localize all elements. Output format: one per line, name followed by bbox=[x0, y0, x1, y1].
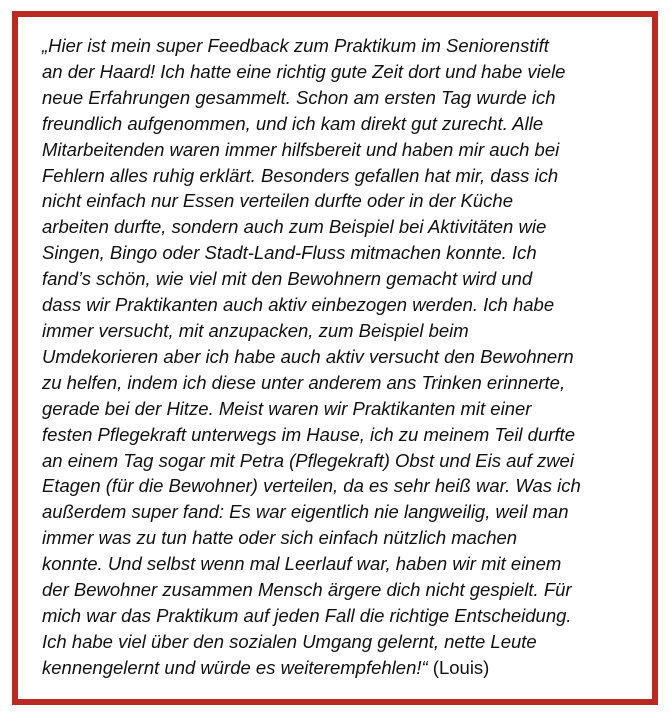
quote-line: freundlich aufgenommen, und ich kam direkt gut zurecht. Alle bbox=[42, 112, 544, 134]
testimonial-quote bbox=[42, 33, 638, 681]
quote-line: konnte. Und selbst wenn mal Leerlauf war, haben wir mit einem bbox=[42, 553, 562, 575]
quote-line: außerdem super fand: Es war eigentlich nie langweilig, weil man bbox=[42, 501, 569, 523]
testimonial-frame bbox=[12, 11, 658, 705]
quote-author: (Louis) bbox=[432, 656, 490, 678]
quote-line: gerade bei der Hitze. Meist waren wir Praktikanten mit einer bbox=[42, 397, 532, 419]
quote-line: an der Haard! Ich hatte eine richtig gute Zeit dort und habe viele bbox=[42, 60, 566, 82]
quote-line: nicht einfach nur Essen verteilen durfte oder in der Küche bbox=[42, 190, 514, 212]
quote-line-last bbox=[42, 655, 638, 681]
quote-line: Fehlern alles ruhig erklärt. Besonders gefallen hat mir, dass ich bbox=[42, 164, 559, 186]
quote-line: Umdekorieren aber ich habe auch aktiv versucht den Bewohnern bbox=[42, 345, 574, 367]
quote-text: kennengelernt und würde es weiterempfehlen!“ bbox=[42, 656, 428, 678]
quote-line: der Bewohner zusammen Mensch ärgere dich nicht gespielt. Für bbox=[42, 579, 572, 601]
quote-line: arbeiten durfte, sondern auch zum Beispiel bei Aktivitäten wie bbox=[42, 216, 547, 238]
quote-line: immer was zu tun hatte oder sich einfach nützlich machen bbox=[42, 527, 518, 549]
quote-line: zu helfen, indem ich diese unter anderem ans Trinken erinnerte, bbox=[42, 371, 566, 393]
quote-line: dass wir Praktikanten auch aktiv einbezogen werden. Ich habe bbox=[42, 294, 555, 316]
quote-line: mich war das Praktikum auf jeden Fall die richtige Entscheidung. bbox=[42, 604, 572, 626]
quote-line: fand’s schön, wie viel mit den Bewohnern gemacht wird und bbox=[42, 268, 533, 290]
quote-line: festen Pflegekraft unterwegs im Hause, ich zu meinem Teil durfte bbox=[42, 423, 575, 445]
quote-line: Etagen (für die Bewohner) verteilen, da es sehr heiß war. Was ich bbox=[42, 475, 581, 497]
quote-line: an einem Tag sogar mit Petra (Pflegekraft) Obst und Eis auf zwei bbox=[42, 449, 574, 471]
quote-line: Mitarbeitenden waren immer hilfsbereit und haben mir auch bei bbox=[42, 138, 560, 160]
quote-line: Ich habe viel über den sozialen Umgang gelernt, nette Leute bbox=[42, 630, 537, 652]
quote-line: Singen, Bingo oder Stadt-Land-Fluss mitmachen konnte. Ich bbox=[42, 242, 537, 264]
quote-line: neue Erfahrungen gesammelt. Schon am ersten Tag wurde ich bbox=[42, 86, 556, 108]
quote-line: „Hier ist mein super Feedback zum Praktikum im Seniorenstift bbox=[42, 35, 549, 56]
quote-line: immer versucht, mit anzupacken, zum Beispiel beim bbox=[42, 319, 469, 341]
